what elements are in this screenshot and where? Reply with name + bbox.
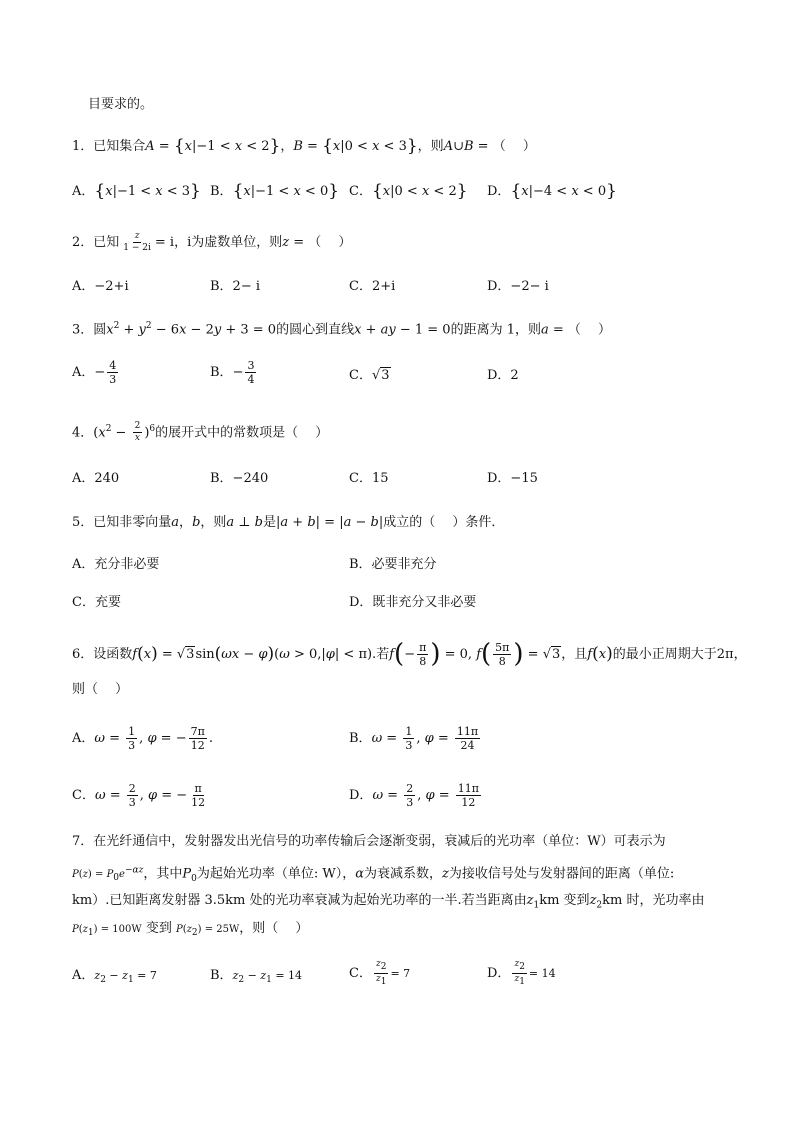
q4-option-a[interactable]: A．240 <box>72 471 120 486</box>
question-6-stem: 6．设函数f(x) = √3sin(ωx − φ)(ω > 0,|φ| < π).若f(− $\frac{\pi}{8}$ ) = 0, f( $\frac{5\pi}{8}$ ) = √3，且f(x)的最小正周期大于2π， <box>72 639 747 669</box>
q4-option-d[interactable]: D．−15 <box>487 471 538 486</box>
q3-option-a[interactable]: A．− $\frac{4}{3}$ <box>72 359 117 386</box>
question-2-stem: 2．已知 $\frac{z}{1 - 2i}$ = i，i为虚数单位，则z = （ ） <box>72 231 352 253</box>
q5-option-b[interactable]: B．必要非充分 <box>349 557 437 572</box>
q1-option-a[interactable]: A．{x|−1 < x < 3} <box>72 181 201 201</box>
question-5-stem: 5．已知非零向量a，b，则a ⊥ b是|a + b| = |a − b|成立的（ ）条件． <box>72 515 505 530</box>
q6-option-c[interactable]: C．ω = $\frac{2}{3}$ , φ = − $\frac{\pi}{12}$ <box>72 782 206 809</box>
q5-option-a[interactable]: A．充分非必要 <box>72 557 160 572</box>
question-7-line3: km）.已知距离发射器 3.5km 处的光功率衰减为起始光功率的一半.若当距离由$z_1km$ 变到$z_2km$ 时，光功率由 <box>72 893 705 911</box>
q2-option-b[interactable]: B．2− i <box>210 279 261 294</box>
q7-option-b[interactable]: B．$z_2 - z_1 = 14$ <box>210 968 303 986</box>
q3-option-d[interactable]: D．2 <box>487 368 519 383</box>
q4-option-b[interactable]: B．−240 <box>210 471 269 486</box>
q4-option-c[interactable]: C．15 <box>349 471 389 486</box>
question-7-line4: P(z1) = 100W 变到 P(z2) = 25W，则（ ） <box>72 921 309 938</box>
question-7-line1: 7．在光纤通信中，发射器发出光信号的功率传输后会逐渐变弱，衰减后的光功率（单位：W）可表示为 <box>72 834 666 849</box>
q2-option-c[interactable]: C．2+i <box>349 279 396 294</box>
question-1-stem: 1．已知集合A = {x|−1 < x < 2}，B = {x|0 < x < 3}，则A∪B = （ ） <box>72 136 536 156</box>
intro-text: 目要求的。 <box>88 97 154 112</box>
question-3-stem: 3．圆$x^2 + y^2 - 6x - 2y + 3 = 0$的圆心到直线x + ay − 1 = 0的距离为 1，则a = （ ） <box>72 321 612 338</box>
q1-option-c[interactable]: C．{x|0 < x < 2} <box>349 181 468 201</box>
q7-option-c[interactable]: C． $\frac{z2}{z1}$ = 7 <box>349 959 411 987</box>
question-6-stem-line2: 则（ ） <box>72 682 129 697</box>
q1-option-d[interactable]: D．{x|−4 < x < 0} <box>487 181 617 201</box>
q7-option-d[interactable]: D． $\frac{z2}{z1}$ = 14 <box>487 959 556 987</box>
q2-option-a[interactable]: A．−2+i <box>72 279 129 294</box>
q2-option-d[interactable]: D．−2− i <box>487 279 549 294</box>
q7-option-a[interactable]: A．$z_2 - z_1 = 7$ <box>72 968 157 986</box>
q6-option-d[interactable]: D．ω = $\frac{2}{3}$ , φ = $\frac{11\pi}{12}$ <box>349 782 479 809</box>
q3-option-b[interactable]: B．− $\frac{3}{4}$ <box>210 359 255 386</box>
q3-option-c[interactable]: C．√3 <box>349 368 390 383</box>
q6-option-b[interactable]: B．ω = $\frac{1}{3}$ , φ = $\frac{11\pi}{24}$ <box>349 725 479 752</box>
question-4-stem: 4．($x^2$ − $\frac{2}{x}$ )$^6$的展开式中的常数项是（ ） <box>72 421 329 444</box>
q5-option-c[interactable]: C．充要 <box>72 595 121 610</box>
q6-option-a[interactable]: A．ω = $\frac{1}{3}$ , φ = − $\frac{7\pi}{12}$ . <box>72 725 213 752</box>
question-7-line2: P(z) = P0e−αz，其中$P_0$为起始光功率（单位: W），α为衰减系数，z为接收信号处与发射器间的距离（单位: <box>72 866 675 884</box>
q1-option-b[interactable]: B．{x|−1 < x < 0} <box>210 181 340 201</box>
q5-option-d[interactable]: D．既非充分又非必要 <box>349 595 477 610</box>
